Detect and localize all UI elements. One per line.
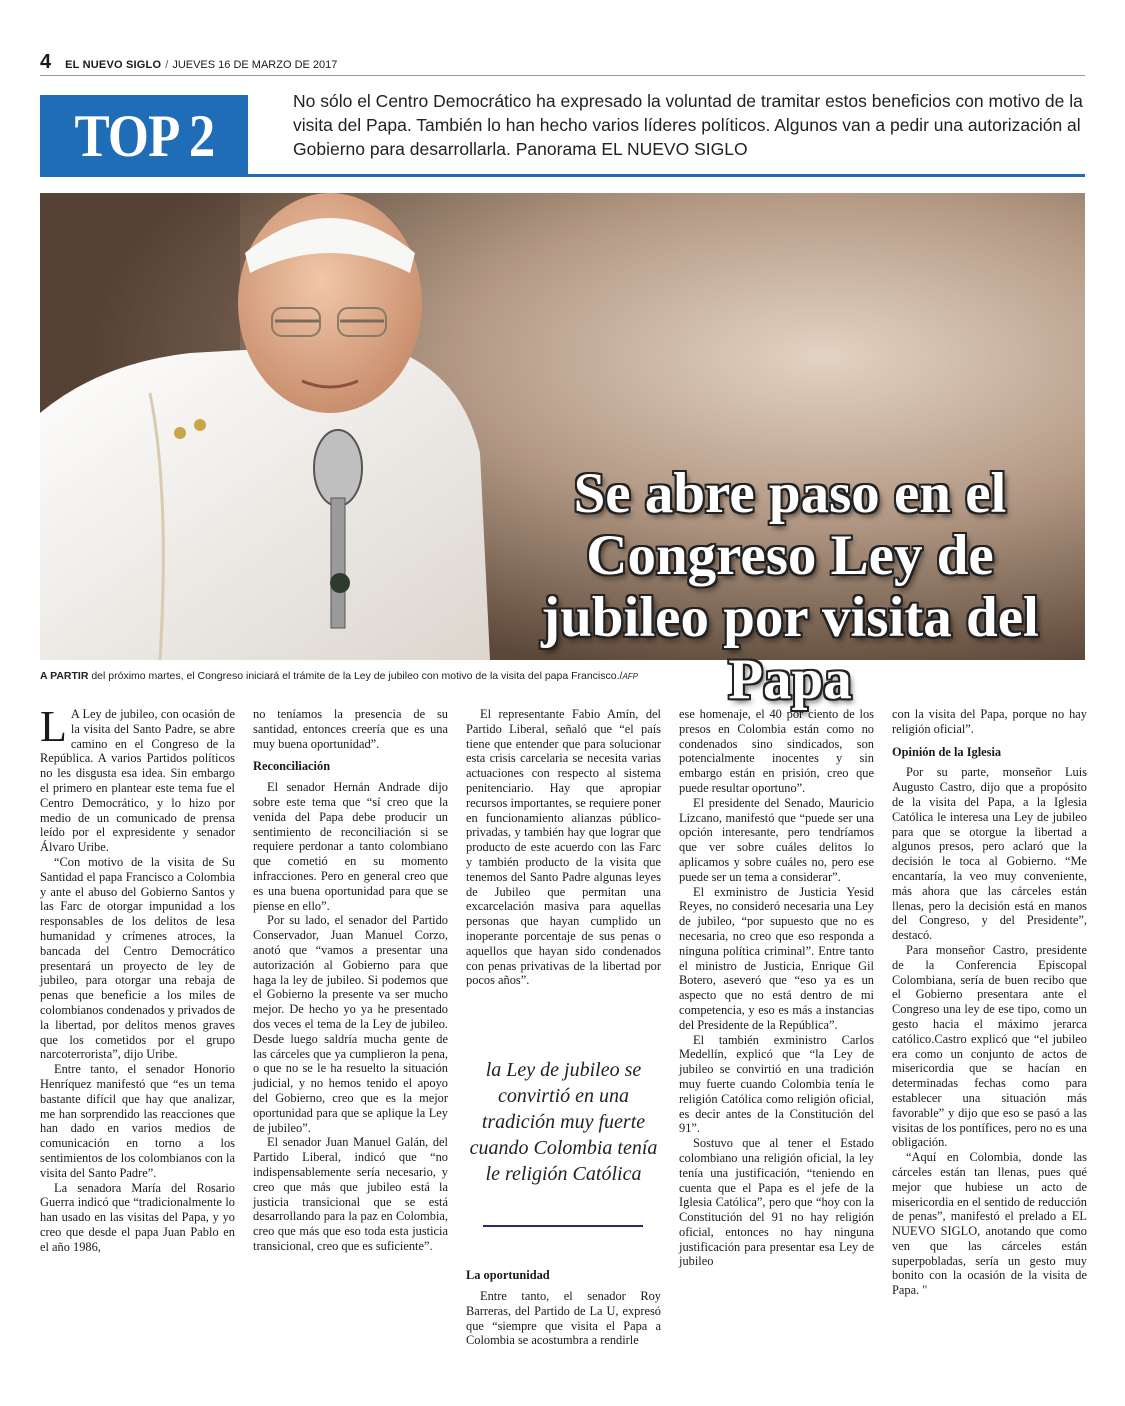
paragraph: La senadora María del Rosario Guerra indicó que “tradicionalmente lo han usado en las visitas del Papa, y yo creo que desde el papa Juan Pablo en el año 1986, bbox=[40, 1180, 235, 1254]
pull-quote: la Ley de jubileo se convirtió en una tradición muy fuerte cuando Colombia tenía le religión Católica bbox=[469, 1059, 658, 1185]
pull-quote-rule bbox=[483, 1225, 643, 1227]
article-column-5 bbox=[892, 707, 1087, 1298]
section-rule bbox=[248, 174, 1085, 177]
article-column-1 bbox=[40, 702, 235, 1254]
drop-cap: L bbox=[40, 702, 67, 751]
article-column-3 bbox=[466, 707, 661, 1348]
paragraph-text: A Ley de jubileo, con ocasión de la visita del Santo Padre, se abre camino en el Congreso de la República. A varios Partidos políticos no les disgusta esa idea. Sin embargo el primero en plantear este tema fue el Centro Democrático, y lo hizo por medio de un comunicado de prensa leído por el expresidente y senador Álvaro Uribe. bbox=[40, 707, 235, 855]
section-badge bbox=[40, 95, 248, 177]
paragraph: El senador Hernán Andrade dijo sobre este tema que “sí creo que la venida del Papa debe producir un sentimiento de reconciliación si se requiere perdonar a tanto colombiano que cometió en su momento infracciones. Pero en general creo que es una buena oportunidad para que se piense en ello”. bbox=[253, 780, 448, 913]
photo-credit: AFP bbox=[622, 672, 638, 681]
subheading: Opinión de la Iglesia bbox=[892, 744, 1002, 759]
paragraph: El representante Fabio Amín, del Partido Liberal, señaló que “el país tiene que entender que para solucionar esta crisis carcelaria se necesita varias actuaciones con respecto al sistema penitenciario. Hay que apropiar recursos importantes, se requiere poner en funcionamiento alianzas público-privadas, y también hay que lograr que producto de este acuerdo con las Farc y también producto de la visita que tenemos del Santo Padre algunas leyes de Jubileo que permitan una excarcelación masiva para aquellas personas que hayan cumplido un inoperante porcentaje de sus penas o aquellos que hayan sido condenados con penas privativas de la libertad por pocos años”. bbox=[466, 707, 661, 988]
paragraph: El también exministro Carlos Medellín, explicó que “la Ley de jubileo se convirtió en una tradición muy fuerte cuando Colombia tenía le religión Católica como religión oficial, es decir antes de la Constitución del 91”. bbox=[679, 1032, 874, 1136]
paragraph: Para monseñor Castro, presidente de la Conferencia Episcopal Colombiana, sería de buen recibo que el Gobierno presentara ante el Congreso una ley de ese tipo, como un gesto hacia el máximo jerarca católico.Castro explicó que “el jubileo era como un conjunto de actos de misericordia que se hacían en determinadas fechas como para establecer una situación más favorable” y dijo que eso se pasó a las visitas de los pontífices, pero no es una obligación. bbox=[892, 942, 1087, 1150]
paragraph: “Con motivo de la visita de Su Santidad el papa Francisco a Colombia y ante el abuso del Gobierno Santos y las Farc de otorgar impunidad a los responsables de los delitos de lesa humanidad y crímenes atroces, la bancada del Centro Democrático presentará un proyecto de ley de jubileo, para otorgar una rebaja de penas que beneficie a los miles de colombianos condenados y privados de la libertad, por delitos menos graves que los cometidos por el grupo narcoterrorista”, dijo Uribe. bbox=[40, 854, 235, 1062]
paragraph: Por su lado, el senador del Partido Conservador, Juan Manuel Corzo, anotó que “vamos a presentar una autorización al Gobierno para que haga la ley de jubileo. Si podemos que el Gobierno la presente va ser mucho mejor. De hecho yo ya he presentado dos veces el tema de la Ley de jubileo. Desde luego saldría mucha gente de las cárceles que ya cumplieron la pena, o que no se le ha resuelto la situación judicial, y no hemos tenido el apoyo del Gobierno, creo que es la mejor oportunidad para que se aplique la Ley de jubileo”. bbox=[253, 913, 448, 1135]
paragraph: ese homenaje, el 40 por ciento de los presos en Colombia están como no condenados sino sindicados, son potencialmente inocentes y sin embargo están en prisión, creo que puede resultar oportuno”. bbox=[679, 707, 874, 795]
newspaper-name: EL NUEVO SIGLO bbox=[65, 59, 162, 71]
paragraph: Por su parte, monseñor Luis Augusto Castro, dijo que a propósito de la visita del Papa, a la Iglesia Católica le interesa una Ley de jubileo para que se otorgue la libertad a algunos presos, pero aclaró que la decisión le toca al Gobierno. “Me encantaría, la veo muy conveniente, más ahora que las cárceles están llenas, pero la decisión está en manos del Congreso, y del Presidente”, destacó. bbox=[892, 765, 1087, 943]
subheading: Reconciliación bbox=[253, 759, 331, 774]
page-header bbox=[40, 52, 1085, 76]
paragraph: con la visita del Papa, porque no hay religión oficial”. bbox=[892, 707, 1087, 736]
paragraph: no teníamos la presencia de su santidad, entonces creería que es una muy buena oportunidad”. bbox=[253, 707, 448, 751]
subheading: La oportunidad bbox=[466, 1268, 550, 1283]
article-column-4 bbox=[679, 707, 874, 1269]
header-separator: / bbox=[165, 59, 169, 71]
paragraph: “Aquí en Colombia, donde las cárceles están tan llenas, pues qué mejor que hubiese un acto de misericordia en el sentido de reducción de penas”, manifestó el prelado a EL NUEVO SIGLO, anotando que como ven que las cárceles están superpobladas, sería un gesto muy bonito con la ocasión de la visita de Papa. " bbox=[892, 1150, 1087, 1298]
paragraph: El senador Juan Manuel Galán, del Partido Liberal, indicó que “no indispensablemente sería necesario, y creo que más que jubileo está la justicia transicional que se está desarrollando para la paz en Colombia, creo que más que eso toda esta justicia transicional, creo que es suficiente”. bbox=[253, 1135, 448, 1253]
paragraph: El presidente del Senado, Mauricio Lizcano, manifestó que “puede ser una opción interesante, pero tendríamos que ver sobre cuáles delitos lo aplicamos y sobre cuáles no, pero ese puede ser un tema a considerar”. bbox=[679, 795, 874, 884]
paragraph: Sostuvo que al tener el Estado colombiano una religión oficial, la ley tenía una justificación, “teniendo en cuenta que el Papa es el jefe de la Iglesia Católica”, pero que “hoy con la Constitución del 91 no hay religión oficial, entonces no hay ninguna justificación para presentar esa Ley de jubileo bbox=[679, 1136, 874, 1269]
issue-date: JUEVES 16 DE MARZO DE 2017 bbox=[172, 59, 338, 71]
photo-caption bbox=[40, 670, 1085, 682]
section-badge-label: TOP 2 bbox=[74, 102, 214, 169]
caption-text: del próximo martes, el Congreso iniciará el trámite de la Ley de jubileo con motivo de la visita del papa Francisco./ bbox=[88, 670, 623, 682]
page-number: 4 bbox=[40, 51, 52, 73]
deck-text: No sólo el Centro Democrático ha expresado la voluntad de tramitar estos beneficios con motivo de la visita del Papa. También lo han hecho varios líderes políticos. Algunos van a pedir una autorización al Gobierno para desarrollarla. Panorama EL NUEVO SIGLO bbox=[293, 91, 1083, 159]
paragraph: El exministro de Justicia Yesid Reyes, no consideró necesaria una Ley de jubileo, “por supuesto que no es necesaria, no creo que eso responda a ninguna política criminal”. Entre tanto el ministro de Justicia, Enrique Gil Botero, aseveró que “eso ya es un aspecto que no está dentro de mi competencia, y eso es más a instancias del Presidente de la República”. bbox=[679, 884, 874, 1032]
headline: Se abre paso en el Congreso Ley de jubileo por visita del Papa bbox=[541, 462, 1039, 711]
article-column-2 bbox=[253, 707, 448, 1254]
paragraph: Entre tanto, el senador Roy Barreras, del Partido de La U, expresó que “siempre que visita el Papa a Colombia se acostumbra a rendirle bbox=[466, 1288, 661, 1348]
caption-lead: A PARTIR bbox=[40, 670, 89, 682]
paragraph: Entre tanto, el senador Honorio Henríquez manifestó que “es un tema bastante difícil que hay que analizar, me han sorprendido las reacciones que han dado en varios medios de comunicación en torno a los sentimientos de los colombianos con la visita del Santo Padre”. bbox=[40, 1062, 235, 1180]
paragraph bbox=[40, 702, 235, 855]
